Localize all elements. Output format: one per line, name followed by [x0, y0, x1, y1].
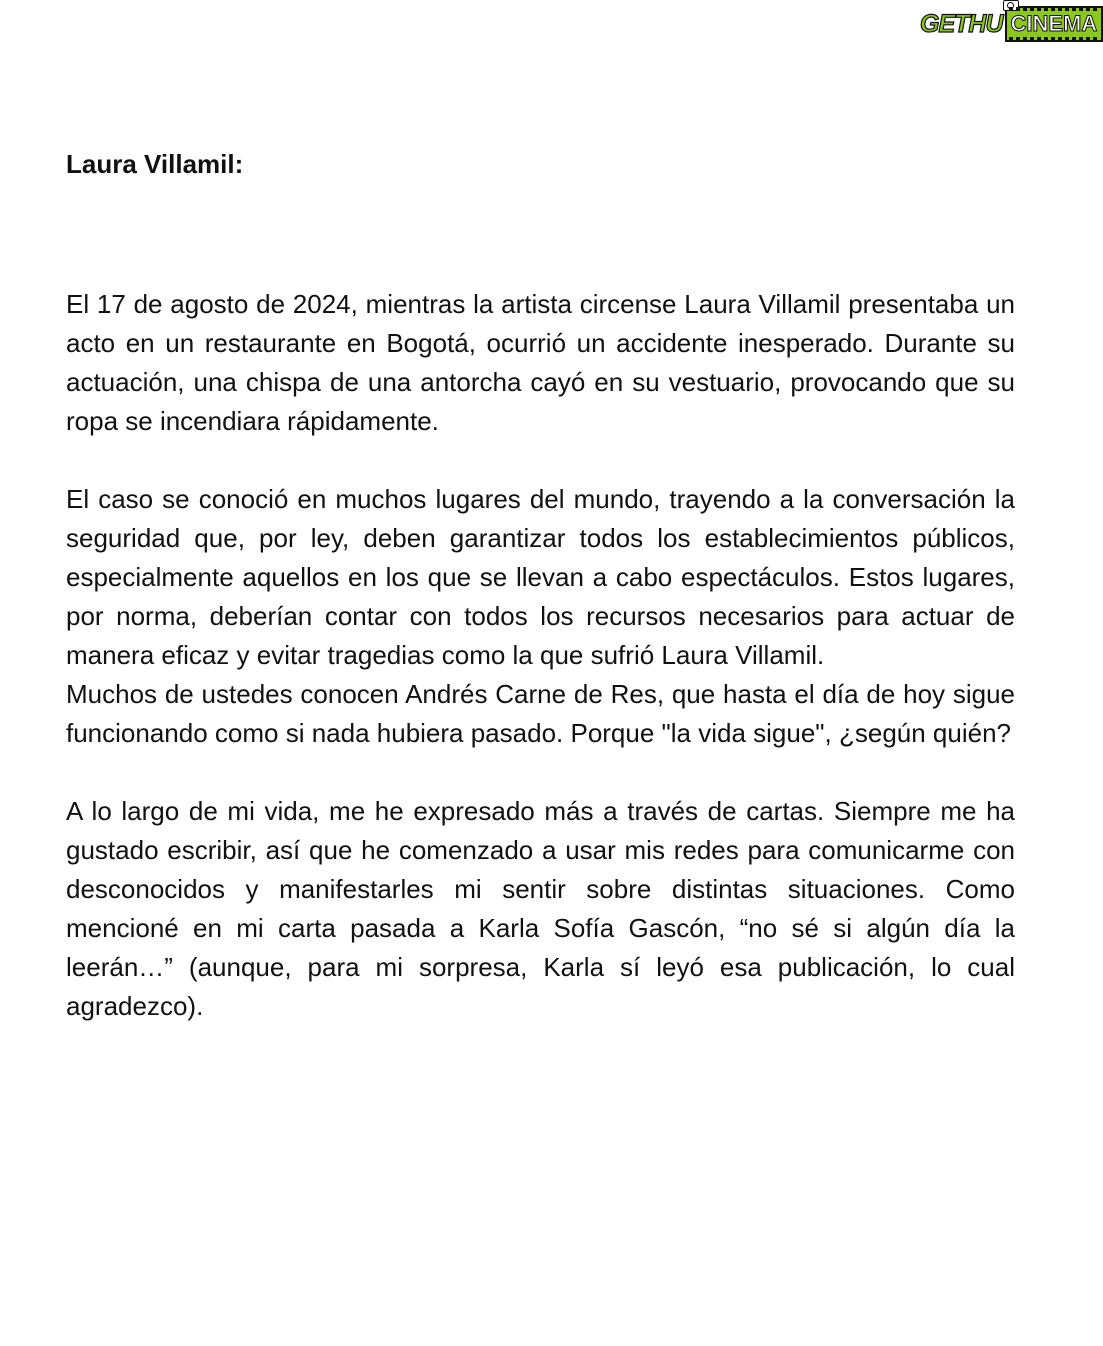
gethucinema-logo — [916, 6, 1098, 42]
letter-heading: Laura Villamil: — [66, 149, 244, 179]
logo-text-gethu: GETHU — [916, 6, 1005, 42]
film-holes-top — [1009, 7, 1100, 11]
letter-body — [66, 146, 1015, 1026]
paragraph-safety: El caso se conoció en muchos lugares del mundo, trayendo a la conversación la seguridad que, por ley, deben garantizar todos los establecimientos públicos, especialmente aquellos en los que se llevan a cabo espectáculos. Estos lugares, por norma, deberían contar con todos los recursos necesarios para actuar de manera eficaz y evitar tragedias como la que sufrió Laura Villamil. — [66, 484, 1015, 670]
logo-text-cinema: CINEMA — [1010, 11, 1098, 36]
film-holes-bottom — [1009, 37, 1100, 41]
logo-film-strip — [1005, 6, 1103, 42]
paragraph-accident: El 17 de agosto de 2024, mientras la artista circense Laura Villamil presentaba un acto en un restaurante en Bogotá, ocurrió un accidente inesperado. Durante su actuación, una chispa de una antorcha cayó en su vestuario, provocando que su ropa se incendiara rápidamente. — [66, 289, 1015, 436]
paragraph-letters: A lo largo de mi vida, me he expresado más a través de cartas. Siempre me ha gustado escribir, así que he comenzado a usar mis redes para comunicarme con desconocidos y manifestarles mi sentir sobre distintas situaciones. Como mencioné en mi carta pasada a Karla Sofía Gascón, “no sé si algún día la leerán…” (aunque, para mi sorpresa, Karla sí leyó esa publicación, lo cual agradezco). — [66, 796, 1015, 1021]
paragraph-restaurant: Muchos de ustedes conocen Andrés Carne de Res, que hasta el día de hoy sigue funcionando como si nada hubiera pasado. Porque "la vida sigue", ¿según quién? — [66, 679, 1015, 748]
